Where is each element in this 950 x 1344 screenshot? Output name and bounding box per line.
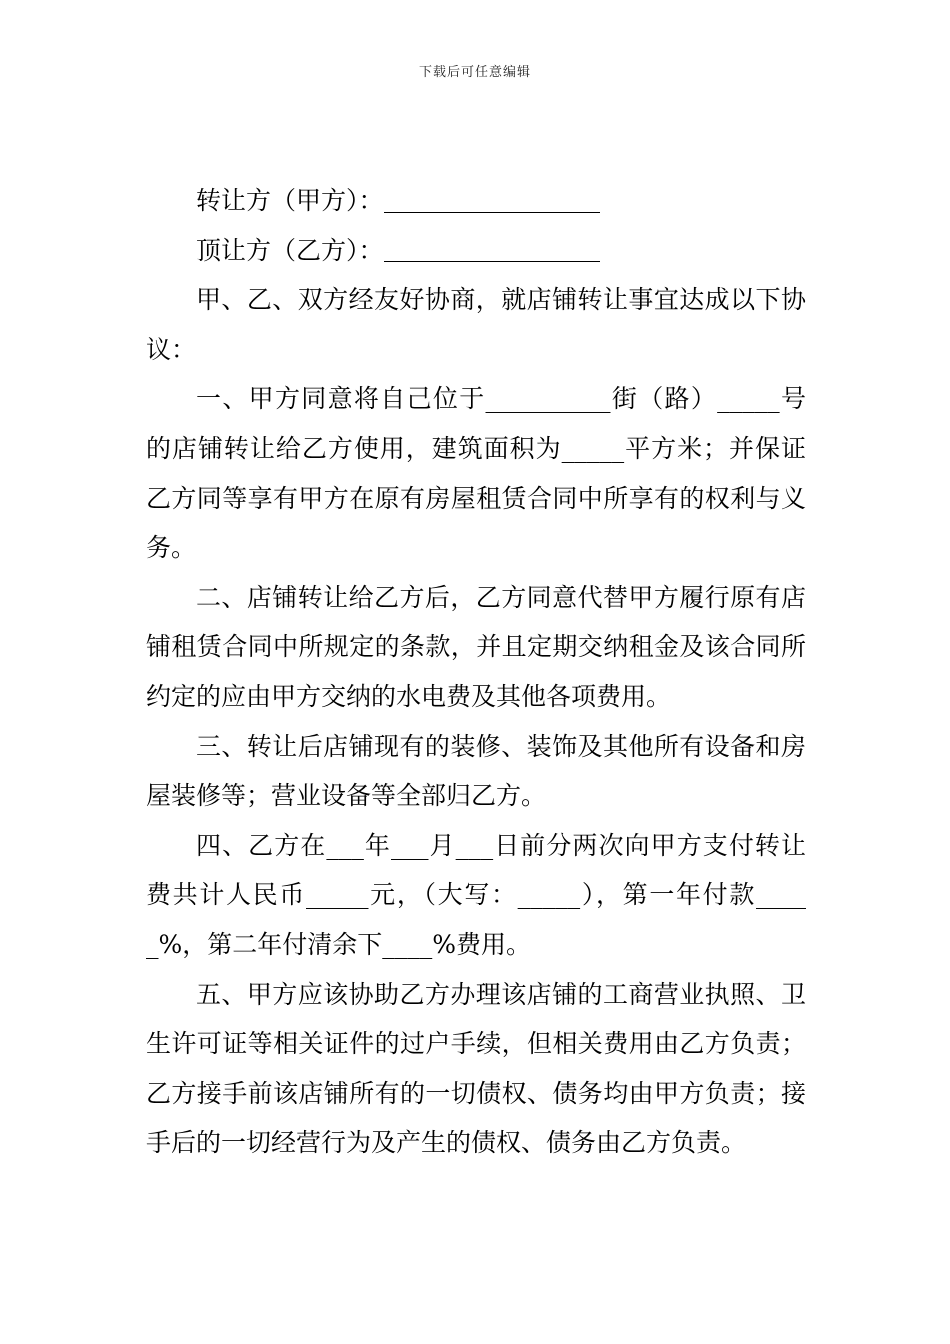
intro-paragraph: 甲、乙、双方经友好协商，就店铺转让事宜达成以下协议： bbox=[146, 285, 806, 364]
clause-4-paragraph: 四、乙方在___年___月___日前分两次向甲方支付转让费共计人民币_____元，（大写：_____），第一年付款_____%，第二年付清余下____%费用。 bbox=[146, 830, 806, 959]
page-header: 下载后可任意编辑 bbox=[418, 65, 531, 80]
clause-1-paragraph: 一、甲方同意将自己位于__________街（路）_____号的店铺转让给乙方使用，建筑面积为_____平方米；并保证乙方同等享有甲方在原有房屋租赁合同中所享有的权利与义务。 bbox=[146, 384, 806, 563]
transferee-label: 顶让方（乙方）： bbox=[196, 235, 384, 265]
transferor-line bbox=[146, 176, 806, 226]
transferee-line bbox=[146, 226, 806, 276]
transferor-blank bbox=[384, 187, 600, 213]
clause-5-paragraph: 五、甲方应该协助乙方办理该店铺的工商营业执照、卫生许可证等相关证件的过户手续，但相关费用由乙方负责；乙方接手前该店铺所有的一切债权、债务均由甲方负责；接手后的一切经营行为及产生的债权、债务由乙方负责。 bbox=[146, 979, 806, 1158]
transferee-blank bbox=[384, 236, 600, 262]
clause-3-paragraph: 三、转让后店铺现有的装修、装饰及其他所有设备和房屋装修等；营业设备等全部归乙方。 bbox=[146, 731, 806, 811]
transferor-label: 转让方（甲方）： bbox=[196, 186, 384, 215]
contract-body bbox=[146, 176, 806, 1168]
clause-2-paragraph: 二、店铺转让给乙方后，乙方同意代替甲方履行原有店铺租赁合同中所规定的条款，并且定期交纳租金及该合同所约定的应由甲方交纳的水电费及其他各项费用。 bbox=[146, 582, 806, 711]
